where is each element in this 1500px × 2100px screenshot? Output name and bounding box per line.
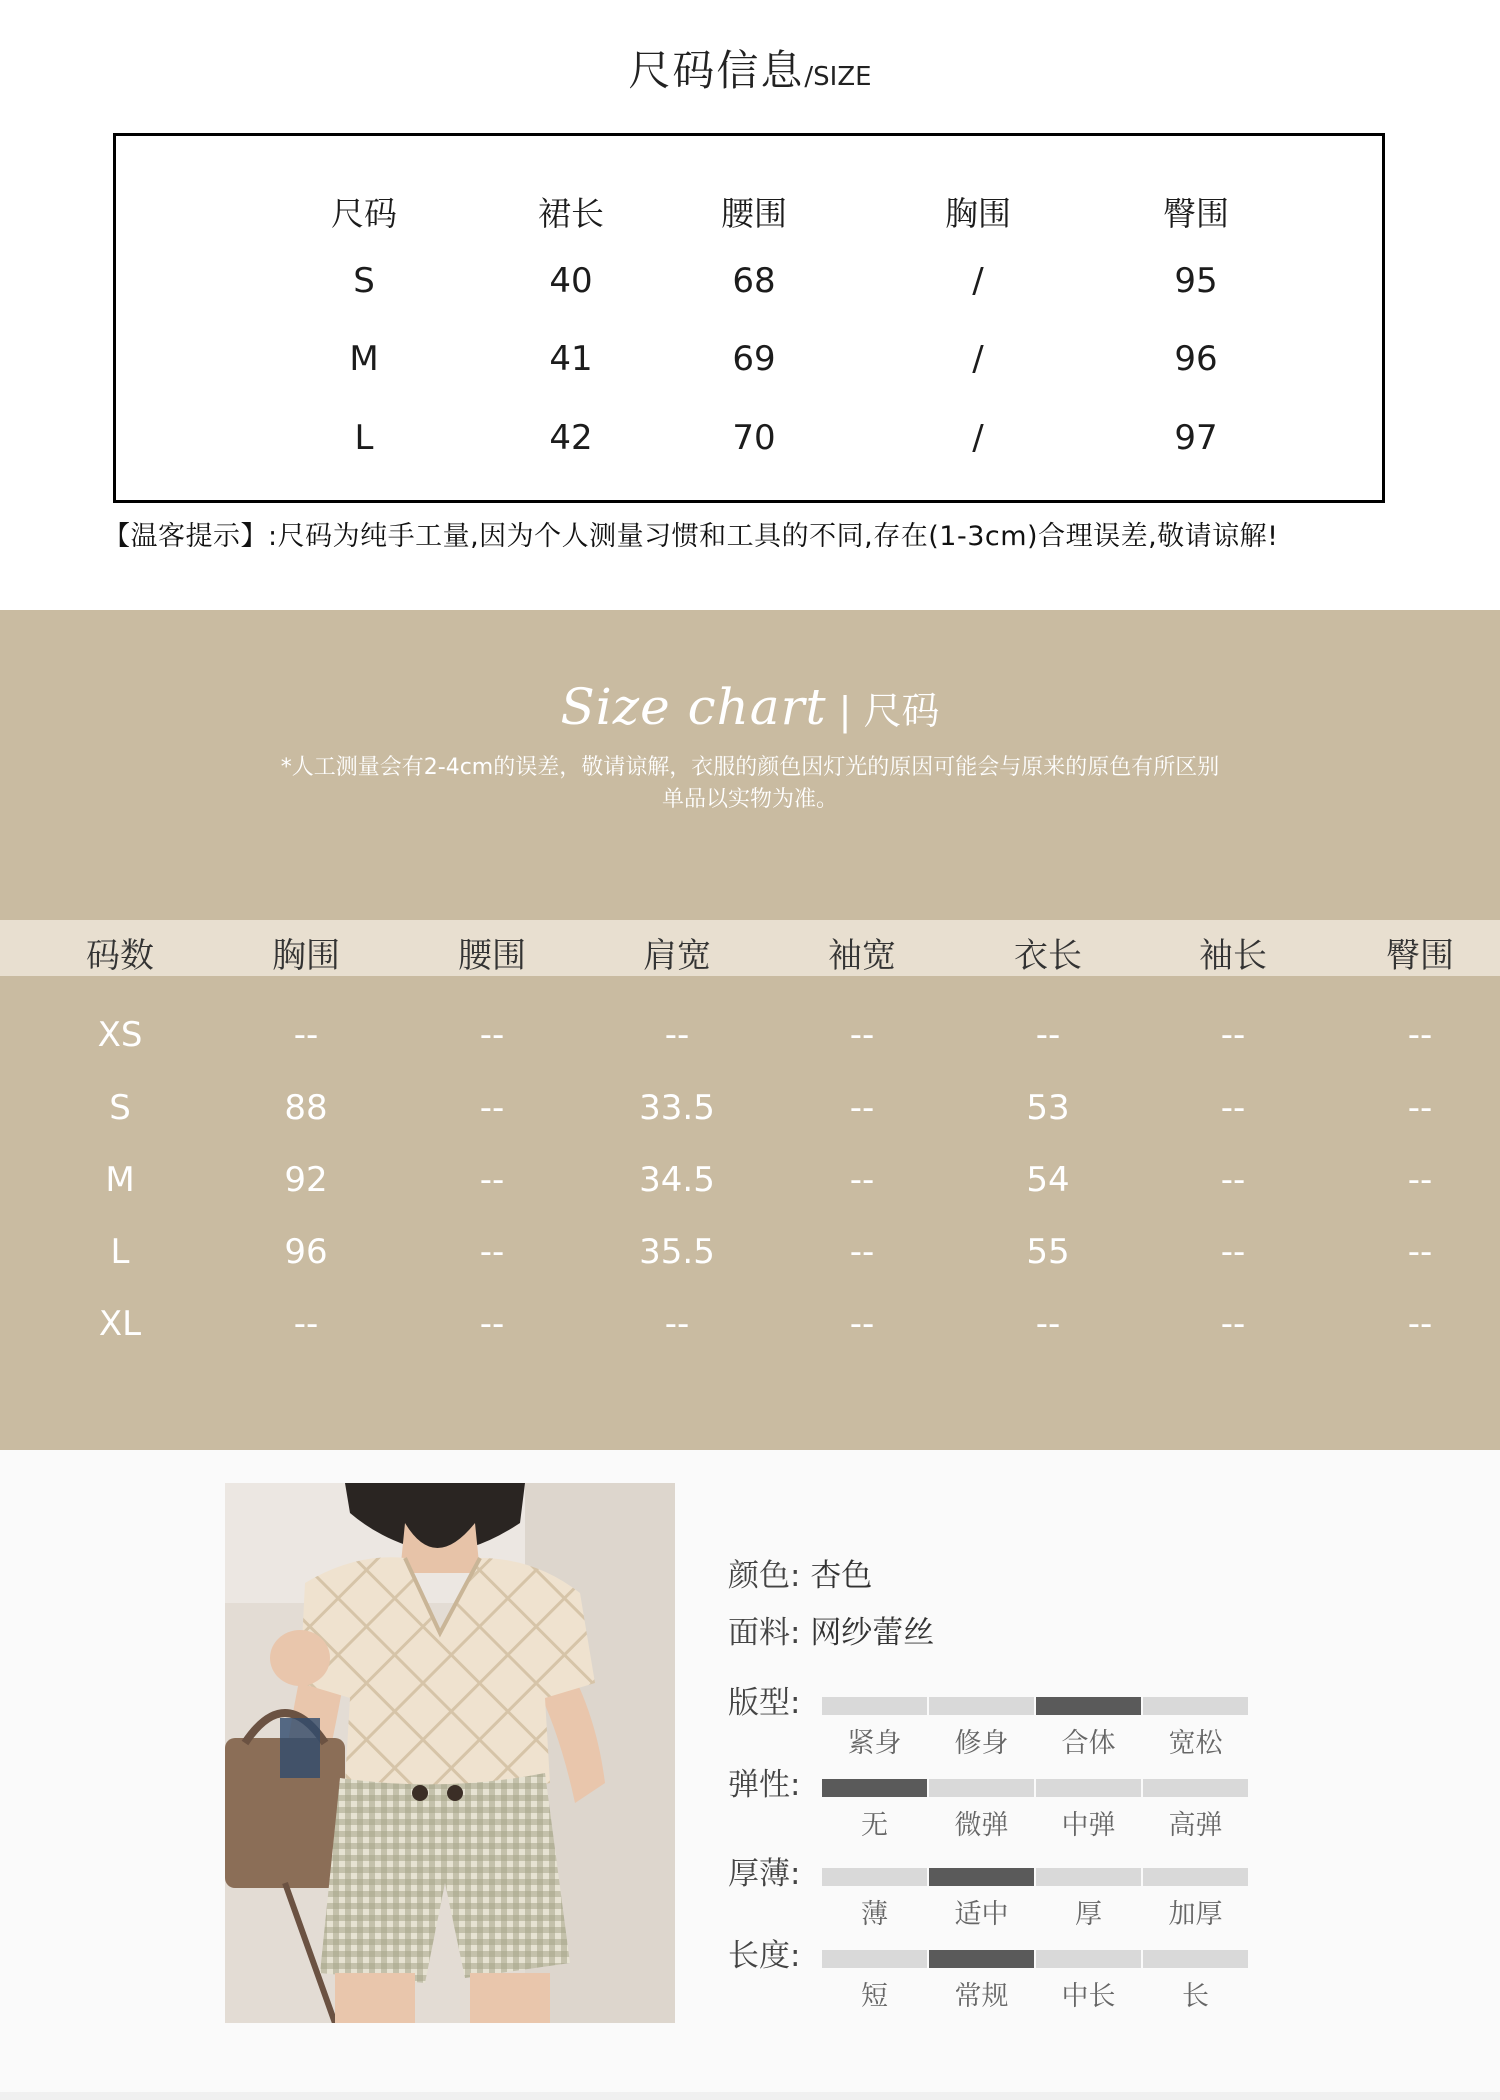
size-info-cell: 68 (732, 261, 776, 301)
size-chart-cell: -- (849, 1015, 875, 1055)
size-chart-cell: 34.5 (639, 1160, 715, 1200)
scale-option-label: 中弹 (1061, 1810, 1116, 1841)
scale-option-label: 加厚 (1168, 1899, 1223, 1930)
fabric-label: 面料: (728, 1615, 801, 1651)
scale-label: 版型: (728, 1685, 801, 1721)
size-chart-cell: 53 (1026, 1088, 1070, 1128)
scale-option-label: 宽松 (1168, 1728, 1223, 1759)
size-info-header-cell: 尺码 (331, 194, 397, 233)
scale-option-label: 中长 (1061, 1981, 1116, 2012)
size-chart-cell: -- (1035, 1304, 1061, 1344)
product-details-section (0, 1450, 1500, 2100)
scale-option-label: 高弹 (1168, 1810, 1223, 1841)
scale-segment (822, 1868, 927, 1886)
size-info-header-cell: 臀围 (1163, 194, 1229, 233)
size-chart-cell: 35.5 (639, 1232, 715, 1272)
size-info-header-cell: 胸围 (945, 194, 1011, 233)
size-chart-cell: 96 (284, 1232, 328, 1272)
size-info-note: 【温客提示】:尺码为纯手工量,因为个人测量习惯和工具的不同,存在(1-3cm)合理误差,敬请谅解! (103, 521, 1279, 552)
scale-segment (1143, 1779, 1248, 1797)
size-info-cell: 40 (549, 261, 593, 301)
size-info-cell: 70 (732, 418, 776, 458)
size-chart-cell: -- (1407, 1015, 1433, 1055)
bottom-divider (0, 2092, 1500, 2100)
scale-label: 弹性: (728, 1767, 801, 1803)
size-chart-header-cell: 袖长 (1199, 936, 1267, 976)
size-info-header-cell: 腰围 (721, 194, 787, 233)
size-info-header-cell: 裙长 (538, 194, 604, 233)
scale-segment (1143, 1697, 1248, 1715)
size-chart-cell: -- (293, 1015, 319, 1055)
size-chart-header-cell: 袖宽 (828, 936, 896, 976)
size-chart-size-label: M (105, 1160, 135, 1200)
scale-segment-selected (822, 1779, 927, 1797)
size-chart-cell: -- (479, 1088, 505, 1128)
scale-option-label: 合体 (1061, 1728, 1116, 1759)
size-info-cell: 96 (1174, 339, 1218, 379)
color-attribute (728, 1550, 872, 1595)
size-chart-cell: 92 (284, 1160, 328, 1200)
size-info-cell: 95 (1174, 261, 1218, 301)
color-value: 杏色 (810, 1558, 873, 1594)
size-chart-title-script: Size chart (560, 678, 827, 736)
scale-segment (1036, 1868, 1141, 1886)
size-chart-size-label: S (109, 1088, 131, 1128)
size-chart-cell: -- (479, 1015, 505, 1055)
size-info-cell: S (353, 261, 375, 301)
size-chart-cell: 54 (1026, 1160, 1070, 1200)
size-info-title-main: 尺码信息 (628, 46, 805, 95)
size-chart-header-cell: 腰围 (458, 936, 526, 976)
product-photo (225, 1483, 675, 2023)
scale-segment-selected (929, 1950, 1034, 1968)
size-info-cell: 41 (549, 339, 593, 379)
size-chart-header-cell: 衣长 (1014, 936, 1082, 976)
size-chart-cell: -- (1407, 1232, 1433, 1272)
size-chart-cell: -- (1220, 1304, 1246, 1344)
scale-option-label: 微弹 (954, 1810, 1009, 1841)
scale-segment (822, 1697, 927, 1715)
size-info-cell: / (972, 418, 984, 458)
scale-segment (1143, 1950, 1248, 1968)
size-chart-cell: -- (849, 1160, 875, 1200)
size-chart-title (0, 678, 1500, 736)
size-chart-title-cn: 尺码 (863, 689, 940, 733)
size-info-cell: / (972, 261, 984, 301)
scale-segment (1036, 1950, 1141, 1968)
size-info-cell: L (354, 418, 374, 458)
scale-option-label: 适中 (954, 1899, 1009, 1930)
scale-option-label: 常规 (954, 1981, 1009, 2012)
fabric-value: 网纱蕾丝 (810, 1615, 935, 1651)
scale-segment-selected (1036, 1697, 1141, 1715)
size-chart-cell: -- (849, 1304, 875, 1344)
scale-option-label: 无 (861, 1810, 888, 1841)
size-chart-cell: -- (1407, 1304, 1433, 1344)
size-chart-cell: -- (664, 1015, 690, 1055)
size-chart-cell: -- (849, 1088, 875, 1128)
product-photo-illustration (225, 1483, 675, 2023)
scale-option-label: 短 (861, 1981, 888, 2012)
scale-segment (929, 1779, 1034, 1797)
size-chart-cell: -- (479, 1304, 505, 1344)
size-chart-header-cell: 胸围 (272, 936, 340, 976)
scale-label: 厚薄: (728, 1856, 801, 1892)
scale-option-label: 紧身 (847, 1728, 902, 1759)
size-info-title-sub: /SIZE (804, 62, 872, 92)
size-chart-note-line1: *人工测量会有2-4cm的误差，敬请谅解，衣服的颜色因灯光的原因可能会与原来的原色有所区别 (280, 755, 1220, 780)
size-chart-cell: -- (1220, 1088, 1246, 1128)
scale-option-label: 厚 (1075, 1899, 1102, 1930)
size-chart-size-label: L (110, 1232, 130, 1272)
scale-option-label: 修身 (954, 1728, 1009, 1759)
size-chart-cell: -- (479, 1160, 505, 1200)
scale-label: 长度: (728, 1938, 801, 1974)
size-chart-cell: -- (1407, 1160, 1433, 1200)
size-chart-cell: -- (1220, 1015, 1246, 1055)
scale-option-label: 薄 (861, 1899, 888, 1930)
size-chart-cell: 55 (1026, 1232, 1070, 1272)
size-info-cell: M (349, 339, 379, 379)
color-label: 颜色: (728, 1558, 801, 1594)
size-chart-note (0, 752, 1500, 816)
size-info-cell: 69 (732, 339, 776, 379)
size-chart-cell: -- (479, 1232, 505, 1272)
size-chart-size-label: XS (97, 1015, 143, 1055)
scale-segment (1143, 1868, 1248, 1886)
size-info-title (0, 38, 1500, 98)
size-info-cell: 97 (1174, 418, 1218, 458)
size-chart-section (0, 610, 1500, 1450)
size-chart-cell: -- (849, 1232, 875, 1272)
scale-segment (822, 1950, 927, 1968)
size-info-cell: / (972, 339, 984, 379)
size-chart-header-cell: 臀围 (1386, 936, 1454, 976)
size-chart-size-label: XL (98, 1304, 142, 1344)
size-chart-cell: 33.5 (639, 1088, 715, 1128)
size-chart-cell: -- (1220, 1232, 1246, 1272)
size-chart-cell: -- (1220, 1160, 1246, 1200)
scale-option-label: 长 (1182, 1981, 1209, 2012)
size-chart-cell: -- (293, 1304, 319, 1344)
size-chart-cell: -- (1035, 1015, 1061, 1055)
scale-segment (1036, 1779, 1141, 1797)
size-info-section (0, 0, 1500, 610)
scale-segment (929, 1697, 1034, 1715)
size-chart-header-cell: 码数 (86, 936, 154, 976)
size-chart-cell: -- (664, 1304, 690, 1344)
size-info-table (113, 133, 1385, 503)
fabric-attribute (728, 1607, 934, 1652)
scale-segment-selected (929, 1868, 1034, 1886)
size-chart-note-line2: 单品以实物为准。 (661, 787, 838, 812)
size-info-cell: 42 (549, 418, 593, 458)
size-chart-header-cell: 肩宽 (643, 936, 711, 976)
size-chart-cell: -- (1407, 1088, 1433, 1128)
size-chart-header-row (0, 920, 1500, 976)
size-chart-cell: 88 (284, 1088, 328, 1128)
size-chart-title-separator: | (838, 689, 852, 733)
